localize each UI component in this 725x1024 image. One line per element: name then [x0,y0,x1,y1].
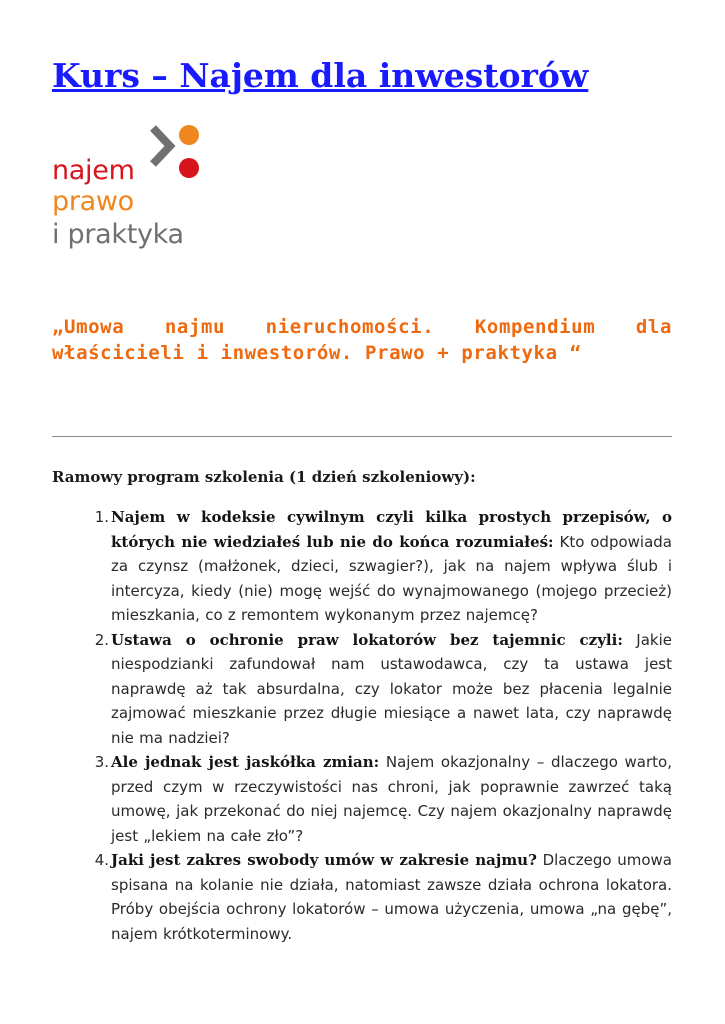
logo-text-najem: najem [52,155,135,186]
program-item-bold-text: Ustawa o ochronie praw lokatorów bez tajemnic czyli: [111,630,623,649]
program-item-1 [94,505,672,628]
program-item-text: Jakie niespodzianki zafundował nam ustawodawca, czy ta ustawa jest naprawdę aż tak absurdalna, czy lokator może bez płacenia legalnie zajmować mieszkanie przez długie miesiące a nawet lata, czy naprawdę nie ma nadziei? [111,630,672,747]
program-item-text: Kto odpowiada za czynsz (małżonek, dzieci, szwagier?), jak na najem wpływa ślub i intercyza, kiedy (nie) mogę wejść do wynajmowanego (mojego przecież) mieszkania, co z remontem wykonanym przez najemcę? [111,532,672,624]
najem-prawo-praktyka-logo [52,124,222,254]
logo-text-prawo: prawo [52,186,134,217]
program-item-bold-text: Najem w kodeksie cywilnym czyli kilka prostych przepisów, o których nie wiedziałeś lub nie do końca rozumiałeś: [111,508,672,551]
program-item-bold-text: Ale jednak jest jaskółka zmian: [111,753,380,771]
list-number: 4. [94,851,109,869]
list-number: 3. [94,753,109,771]
list-number: 1. [94,508,109,526]
list-number: 2. [94,630,109,649]
program-heading: Ramowy program szkolenia (1 dzień szkoleniowy): [52,468,476,486]
program-item-4 [94,848,672,946]
program-item-2 [94,628,672,751]
program-item-text: Najem okazjonalny – dlaczego warto, przed czym w rzeczywistości nas chroni, jak poprawnie zawrzeć taką umowę, jak przekonać do niej najemcę. Czy najem okazjonalny naprawdę jest „lekiem na całe zło”? [111,753,672,845]
course-subtitle: „Umowa najmu nieruchomości. Kompendium dla właścicieli i inwestorów. Prawo + praktyka “ [52,316,672,364]
program-item-text: Dlaczego umowa spisana na kolanie nie działa, natomiast zawsze działa ochrona lokatora. Próby obejścia ochrony lokatorów – umowa użyczenia, umowa „na gębę”, najem krótkoterminowy. [111,851,672,943]
horizontal-divider [52,436,672,437]
page-title-link[interactable]: Kurs – Najem dla inwestorów [52,56,589,95]
logo-chevron-dots-icon [148,124,208,186]
program-item-3 [94,750,672,848]
program-item-bold-text: Jaki jest zakres swobody umów w zakresie najmu? [111,851,537,869]
logo-text-praktyka: i praktyka [52,219,184,250]
program-list [94,505,672,946]
